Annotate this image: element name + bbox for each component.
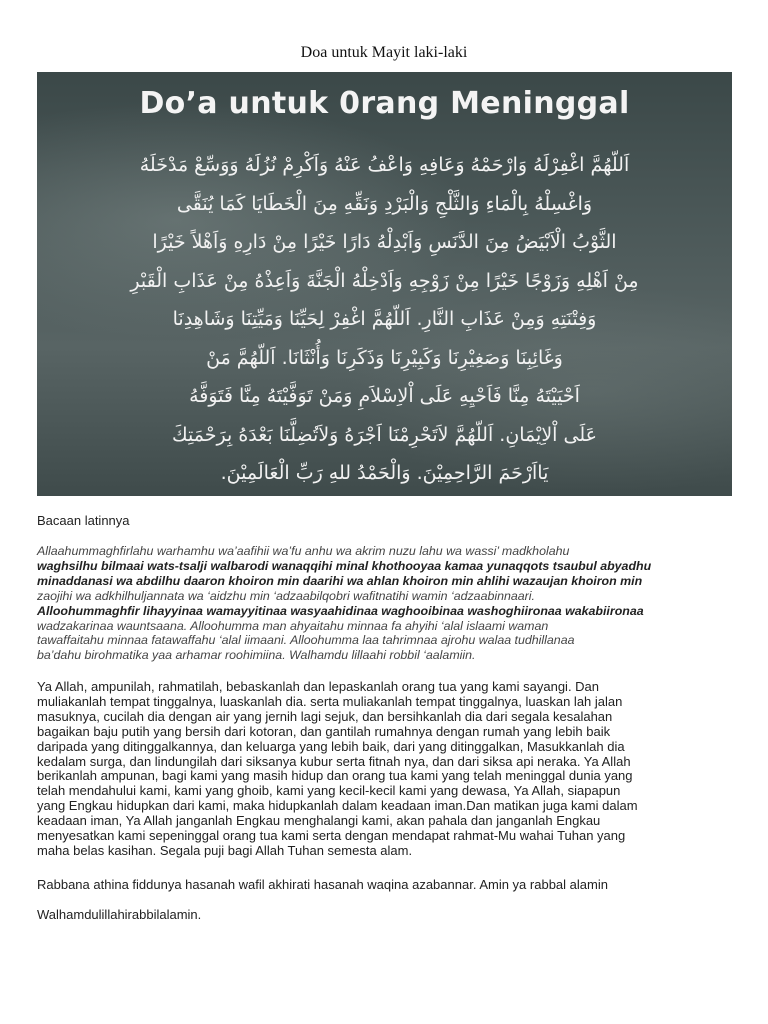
doa-banner-image [37,72,732,496]
latin-line: Alloohummaghfir lihayyinaa wamayyitinaa wasyaahidinaa waghooibinaa washoghiironaa wakabiironaa [37,603,644,618]
arabic-line: وَغَائِبِنَا وَصَغِيْرِنَا وَكَبِيْرِنَا وَذَكَرِنَا وَأُنْثَانَا. اَللّهُمَّ مَنْ [206,346,563,369]
translation-paragraph [37,680,737,859]
translation-line: kedalam surga, dan lindungilah dari siksanya kubur serta fitnah nya, dan dari siksa api neraka. Ya Allah [37,753,631,769]
latin-transliteration [37,544,737,663]
arabic-line: اَللّهُمَّ اغْفِرْلَهُ وَارْحَمْهُ وَعَافِهِ وَاعْفُ عَنْهُ وَاَكْرِمْ نُزُلَهُ وَوَسِّعْ مَدْخَلَهُ [139,154,630,176]
translation-line: yang Engkau hidupkan dari kami, maka hidupkanlah dalam keadaan iman.Dan matikan juga kami dalam [37,798,638,814]
latin-line: ba’dahu birohmatika yaa arhamar roohimiina. Walhamdu lillaahi robbil ‘aalamiin. [37,648,476,663]
translation-line: maha belas kasihan. Segala puji bagi Allah Tuhan semesta alam. [37,842,413,858]
translation-line: muliakanlah tempat tinggalnya, luaskanlah dia. serta muliakanlah tempat tinggalnya, luaskan lah jalan [37,693,623,709]
translation-line: menyesatkan kami sepeninggal orang tua kami serta dengan mendapat rahmat-Mu wahai Tuhan yang [37,828,626,844]
translation-line: berikanlah ampunan, bagi kami yang masih hidup dan orang tua kami yang telah meninggal dunia yang [37,768,633,784]
banner-title: Do’a untuk 0rang Meninggal [139,86,630,121]
prayer-line: Rabbana athina fiddunya hasanah wafil akhirati hasanah waqina azabannar. Amin ya rabbal alamin [37,877,608,892]
arabic-line: وَفِتْنَتِهِ وَمِنْ عَذَابِ النَّارِ. اَللّهُمَّ اغْفِرْ لِحَيِّنَا وَمَيِّتِنَا وَشَاهِدِنَا [172,308,597,330]
latin-section-label: Bacaan latinnya [37,513,130,528]
arabic-line: مِنْ اَهْلِهِ وَزَوْجًا خَيْرًا مِنْ زَوْجِهِ وَاَدْخِلْهُ الْجَنَّةَ وَاَعِذْهُ مِنْ عَذَابِ الْقَبْرِ [130,269,639,292]
arabic-line: الثَّوْبُ الْاَبْيَضُ مِنَ الدَّنَسِ وَاَبْدِلْهُ دَارًا خَيْرًا مِنْ دَارِهِ وَاَهْلاً خَيْرًا [152,231,617,253]
latin-line: zaojihi wa adkhilhuljannata wa ‘aidzhu min ‘adzaabilqobri wafitnatihi wamin ‘adzaabinnaari. [37,588,535,603]
arabic-line: عَلَى اْلاِيْمَانِ. اَللّهُمَّ لاَتَحْرِمْنَا اَجْرَهُ وَلاَتُضِلَّنَا بَعْدَهُ بِرَحْمَتِكَ [172,423,597,446]
arabic-line: وَاغْسِلْهُ بِالْمَاءِ وَالثَّلْجِ وَالْبَرْدِ وَنَقِّهِ مِنَ الْخَطَايَا كَمَا يُنَقَّى [176,192,593,215]
arabic-line: اَحْيَيْتَهُ مِنَّا فَاَحْيِهِ عَلَى اْلاِسْلاَمِ وَمَنْ تَوَفَّيْتَهُ مِنَّا فَتَوَفَّهُ [189,385,580,407]
translation-line: keadaan iman, Ya Allah janganlah Engkau menghalangi kami, akan pahala dan janganlah Engkau [37,813,601,829]
translation-line: telah mendahului kami, kami yang ghoib, kami yang kecil-kecil kami yang dewasa, Ya Allah, siapapun [37,783,621,799]
latin-line: wadzakarinaa wauntsaana. Alloohumma man ahyaitahu minnaa fa ahyihi ‘alal islaami waman [37,618,549,633]
arabic-line: يَااَرْحَمَ الرَّاحِمِيْنَ. وَالْحَمْدُ للهِ رَبِّ الْعَالَمِيْنَ. [220,462,549,484]
latin-line: minaddanasi wa abdilhu daaron khoiron min daarihi wa ahlan khoiron min ahlihi wazaujan khoiron min [37,573,643,588]
arabic-prayer-text [53,146,716,493]
translation-line: bagaikan baju putih yang bersih dari kotoran, dan gantilah rumahnya dengan rumah yang lebih baik [37,723,611,739]
latin-line: waghsilhu bilmaai wats-tsalji walbarodi wanaqqihi minal khothooyaa kamaa yunaqqots tsaubul abyadhu [37,558,652,573]
translation-line: Ya Allah, ampunilah, rahmatilah, bebaskanlah dan lepaskanlah orang tua yang kami sayangi. Dan [37,679,600,694]
page-title: Doa untuk Mayit laki-laki [300,44,468,61]
latin-line: tawaffaitahu minnaa fatawaffahu ‘alal iimaani. Alloohumma laa tahrimnaa ajrohu walaa tudhillanaa [37,633,575,648]
translation-line: daripada yang ditinggalkannya, dan keluarga yang lebih baik, dari yang ditinggalkan, Masukkanlah dia [37,738,625,754]
latin-line: Allaahummaghfirlahu warhamhu wa’aafihii wa’fu anhu wa akrim nuzu lahu wa wassi’ madkholahu [37,544,570,558]
translation-line: masuknya, cucilah dia dengan air yang jernih lagi sejuk, dan bersihkanlah dia dari segala kesalahan [37,708,613,724]
closing-line: Walhamdulillahirabbilalamin. [37,907,202,922]
